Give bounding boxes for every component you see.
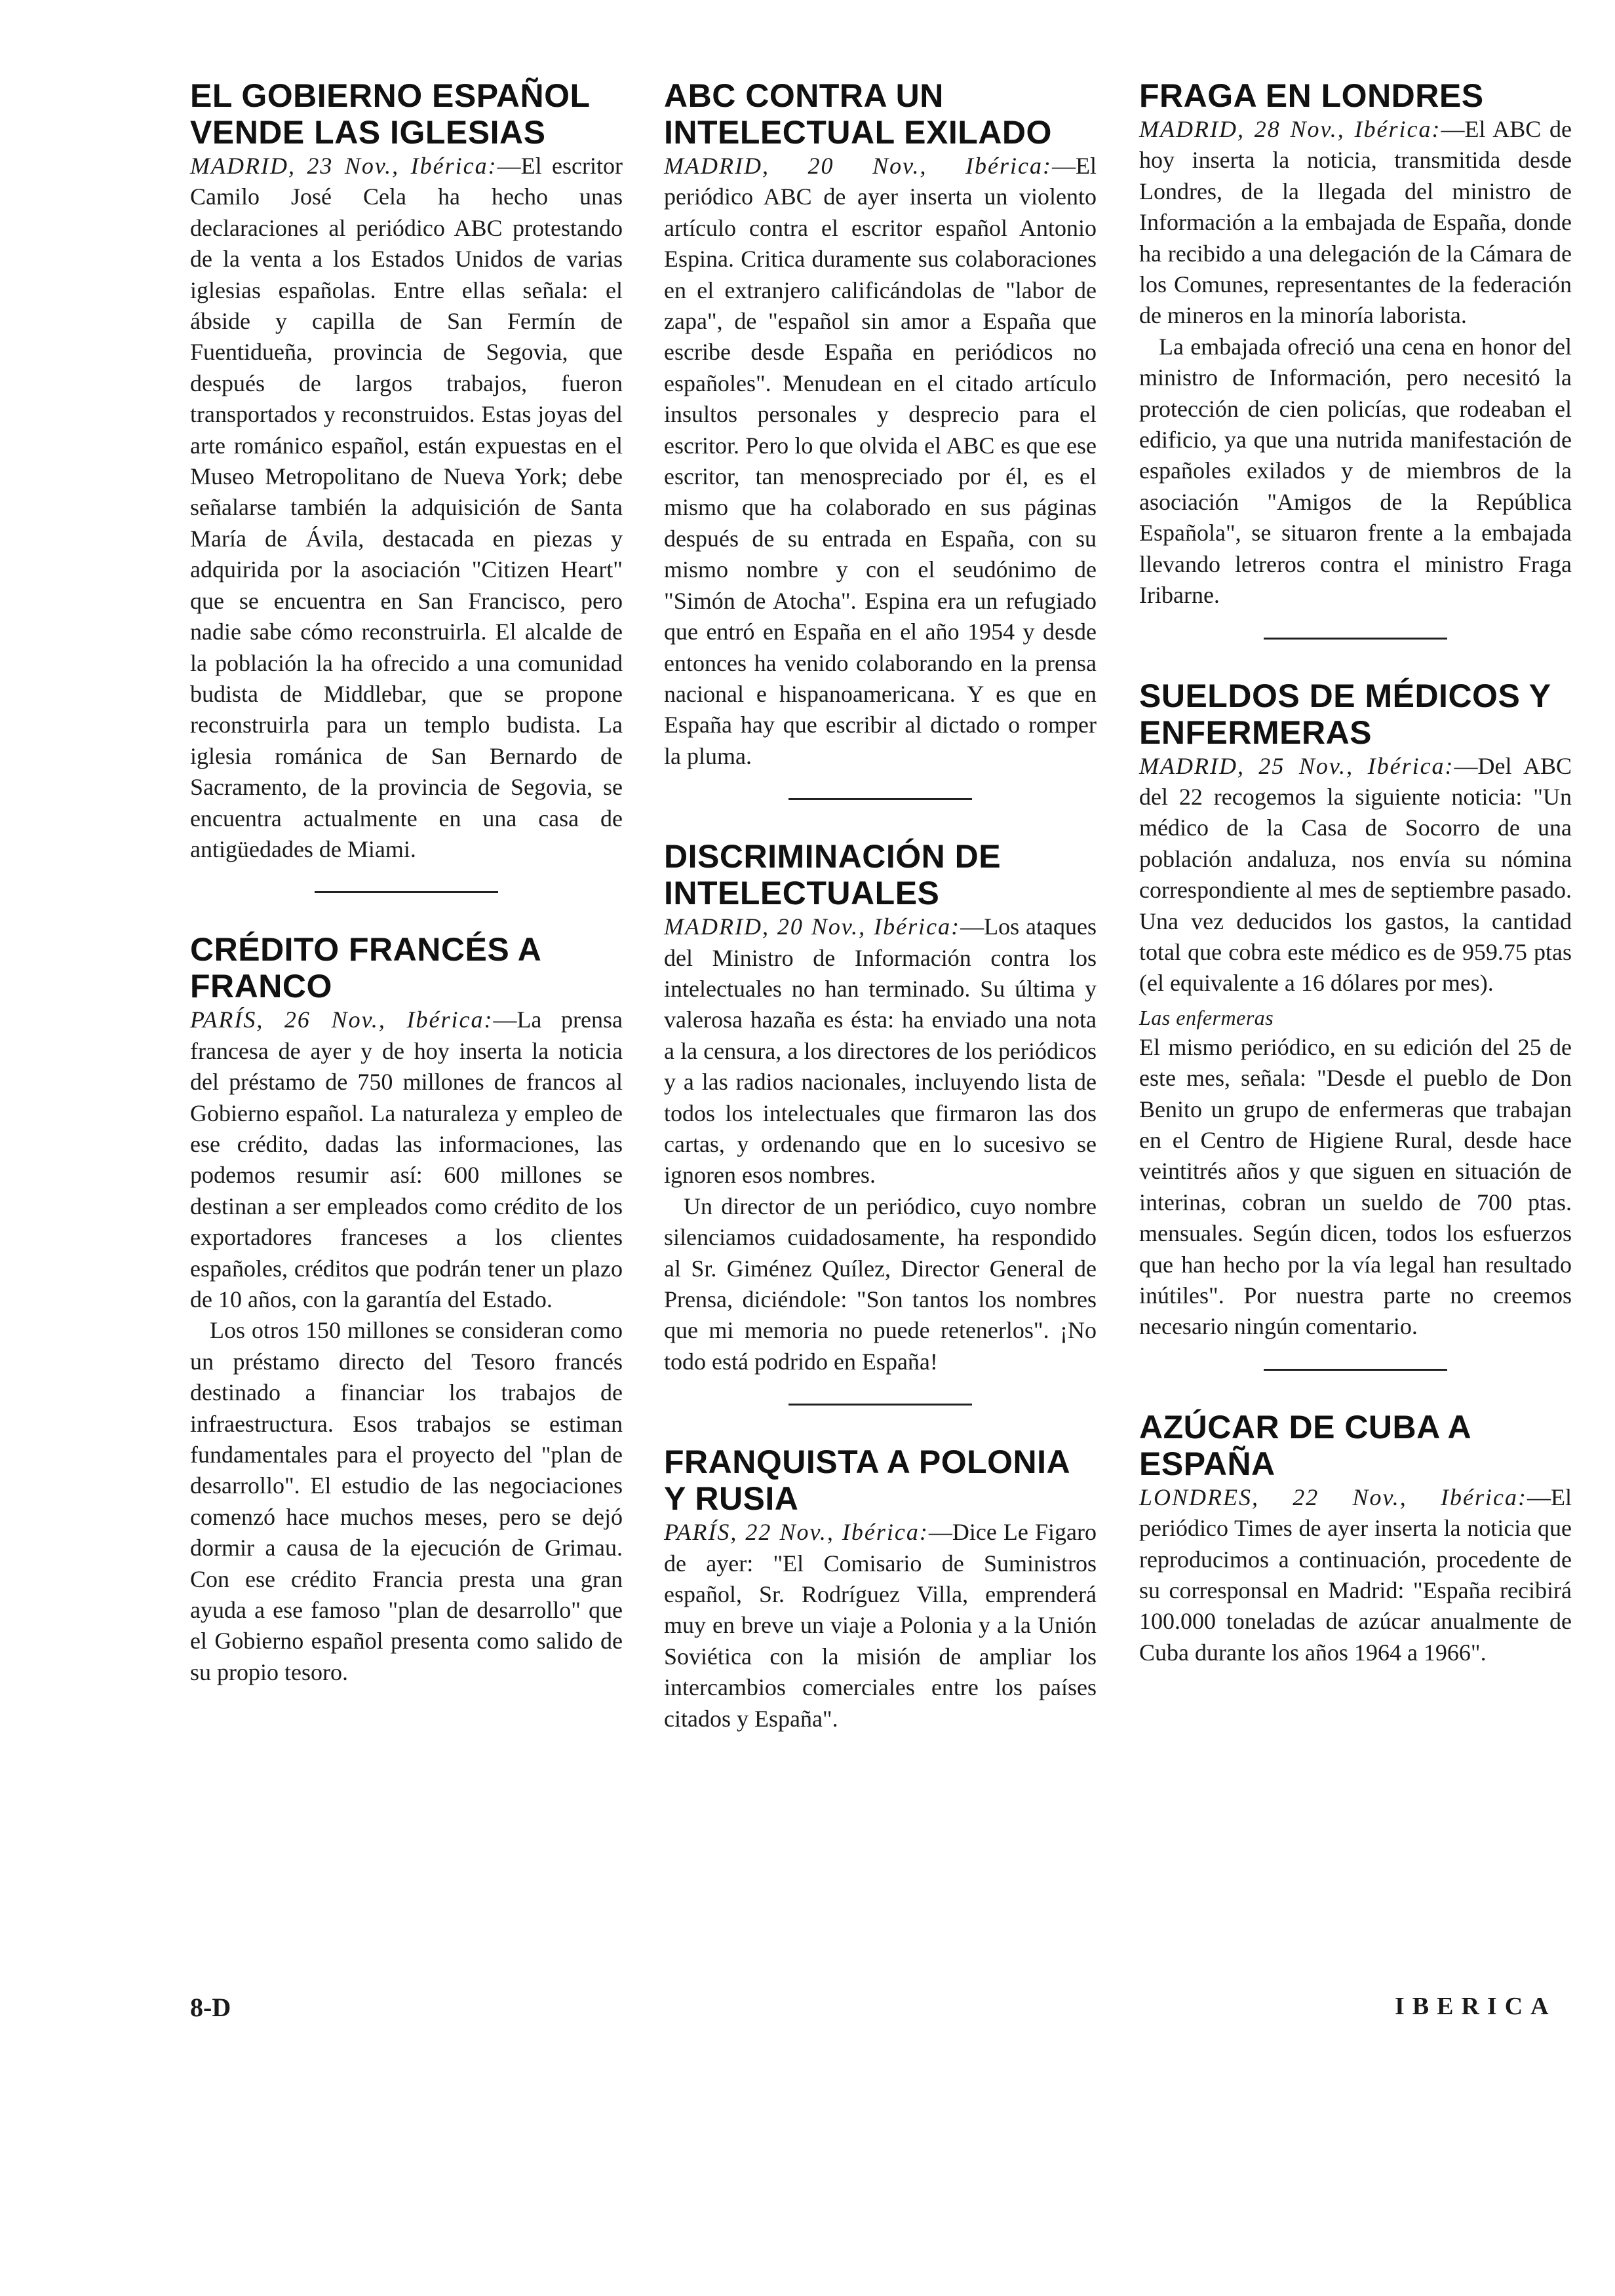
dateline: MADRID, 20 Nov., Ibérica: (664, 153, 1052, 179)
separator-rule (788, 798, 972, 800)
dateline: MADRID, 25 Nov., Ibérica: (1139, 752, 1454, 779)
article-fraga-londres (1139, 77, 1572, 611)
column-1 (190, 77, 623, 1688)
paragraph: Los otros 150 millones se consideran como un préstamo directo del Tesoro francés destinado a financiar los trabajos de infraestructura. Esos trabajos se estiman fundamentales para el proyecto del "plan de desarrollo". El estudio de las negociaciones comenzó hace muchos meses, pero se dejó dormir a causa de la ejecución de Grimau. Con ese crédito Francia presta una gran ayuda a ese famoso "plan de desarrollo" que el Gobierno español presenta como salido de su propio tesoro. (190, 1317, 623, 1685)
headline: DISCRIMINACIÓN DE INTELECTUALES (664, 838, 1002, 912)
dateline: PARÍS, 26 Nov., Ibérica: (190, 1006, 494, 1033)
paragraph: —El periódico ABC de ayer inserta un violento artículo contra el escritor español Antonio Espina. Critica duramente sus colaboraciones en el extranjero calificándolas de "labor de zapa", de "español sin amor a España que escribe desde España en periódicos no españoles". Menudean en el citado artículo insultos personales y desprecio para el escritor. Pero lo que olvida el ABC es que ese escritor, tan menospreciado por él, es el mismo que ha colaborado en sus páginas después de su entrada en España, con su mismo nombre y con el seudónimo de "Simón de Atocha". Espina era un refugiado que entró en España en el año 1954 y desde entonces ha venido colaborando en la prensa nacional e hispanoamericana. Y es que en España hay que escribir al dictado o romper la pluma. (664, 153, 1097, 769)
paragraph: —El periódico Times de ayer inserta la noticia que reproducimos a continuación, procedente de su corresponsal en Madrid: "España recibirá 100.000 toneladas de azúcar anualmente de Cuba durante los años 1964 a 1966". (1139, 1483, 1572, 1666)
article-body (190, 151, 623, 865)
dateline: MADRID, 20 Nov., Ibérica: (664, 913, 961, 940)
paragraph: —El ABC de hoy inserta la noticia, transmitida desde Londres, de la llegada del ministro de Información a la embajada de España, donde ha recibido a una delegación de la Cámara de los Comunes, representantes de la federación de mineros en la minoría laborista. (1139, 116, 1572, 329)
article-sueldos-medicos (1139, 678, 1572, 1343)
headline: EL GOBIERNO ESPAÑOL VENDE LAS IGLESIAS (190, 77, 590, 151)
paragraph: —Dice Le Figaro de ayer: "El Comisario de Suministros español, Sr. Rodríguez Villa, emprenderá muy en breve un viaje a Polonia y a la Unión Soviética con la misión de ampliar los intercambios comerciales entre los países citados y España". (664, 1519, 1097, 1732)
publication-name: IBERICA (1395, 1993, 1557, 2020)
paragraph: —Del ABC del 22 recogemos la siguiente noticia: "Un médico de la Casa de Socorro de una población andaluza, nos envía su nómina correspondiente al mes de septiembre pasado. Una vez deducidos los gastos, la cantidad total que cobra este médico es de 959.75 ptas (el equivalente a 16 dólares por mes). (1139, 752, 1572, 997)
article-body (664, 151, 1097, 772)
column-3 (1139, 77, 1572, 1668)
paragraph: Un director de un periódico, cuyo nombre silenciamos cuidadosamente, ha respondido al Sr. Giménez Quílez, Director General de Prensa, diciéndole: "Son tantos los nombres que mi memoria no puede retenerlos". ¡No todo está podrido en España! (664, 1193, 1097, 1375)
headline: ABC CONTRA UN INTELECTUAL EXILADO (664, 77, 1052, 151)
article-body (1139, 114, 1572, 332)
paragraph: —La prensa francesa de ayer y de hoy inserta la noticia del préstamo de 750 millones de francos al Gobierno español. La naturaleza y empleo de ese crédito, dadas las informaciones, las podemos resumir así: 600 millones se destinan a ser empleados como crédito de los exportadores franceses a los clientes españoles, créditos que podrán tener un plazo de 10 años, con la garantía del Estado. (190, 1006, 623, 1312)
headline: SUELDOS DE MÉDICOS Y ENFERMERAS (1139, 677, 1551, 751)
column-2 (664, 77, 1097, 1734)
paragraph: —Los ataques del Ministro de Información contra los intelectuales no han terminado. Su última y valerosa hazaña es ésta: ha enviado una nota a la censura, a los directores de los periódicos y a las radios nacionales, incluyendo lista de todos los intelectuales que firmaron las dos cartas, y ordenando que en lo sucesivo se ignoren esos nombres. (664, 913, 1097, 1189)
separator-rule (315, 891, 498, 893)
separator-rule (1264, 638, 1447, 640)
article-abc-contra-intelectual (664, 77, 1097, 772)
dateline: PARÍS, 22 Nov., Ibérica: (664, 1519, 929, 1546)
article-discriminacion-intelectuales (664, 838, 1097, 1377)
headline: CRÉDITO FRANCÉS A FRANCO (190, 931, 541, 1005)
paragraph: La embajada ofreció una cena en honor del ministro de Información, pero necesitó la protección de cien policías, que rodeaban el edificio, ya que una nutrida manifestación de españoles exilados y de miembros de la asociación "Amigos de la República Española", se situaron frente a la embajada llevando letreros contra el ministro Fraga Iribarne. (1139, 333, 1572, 609)
article-body (1139, 1482, 1572, 1668)
article-body (1139, 751, 1572, 999)
paragraph: El mismo periódico, en su edición del 25 de este mes, señala: "Desde el pueblo de Don Benito un grupo de enfermeras que trabajan en el Centro de Higiene Rural, desde hace veintitrés años y que siguen en situación de interinas, cobran un sueldo de 700 ptas. mensuales. Según dicen, todos los esfuerzos que han hecho por la vía legal han resultado inútiles". Por nuestra parte no creemos necesario ningún comentario. (1139, 1033, 1572, 1340)
article-franquista-polonia (664, 1444, 1097, 1734)
headline: AZÚCAR DE CUBA A ESPAÑA (1139, 1408, 1471, 1482)
dateline: MADRID, 28 Nov., Ibérica: (1139, 116, 1441, 142)
article-azucar-cuba (1139, 1409, 1572, 1668)
paragraph: —El escritor Camilo José Cela ha hecho unas declaraciones al periódico ABC protestando de la venta a los Estados Unidos de varias iglesias españolas. Entre ellas señala: el ábside y capilla de San Fermín de Fuentidueña, provincia de Segovia, que después de largos trabajos, fueron transportados y reconstruidos. Estas joyas del arte románico español, están expuestas en el Museo Metropolitano de Nueva York; debe señalarse también la adquisición de Santa María de Ávila, destacada en piezas y adquirida por la asociación "Citizen Heart" que se encuentra en San Francisco, pero nadie sabe cómo reconstruirla. El alcalde de la población la ha ofrecido a una comunidad budista de Middlebar, que se propone reconstruirla para un templo budista. La iglesia románica de San Bernardo de Sacramento, de la provincia de Segovia, se encuentra actualmente en una casa de antigüedades de Miami. (190, 153, 623, 862)
subheading: Las enfermeras (1139, 1005, 1274, 1029)
headline: FRAGA EN LONDRES (1139, 77, 1484, 114)
headline: FRANQUISTA A POLONIA Y RUSIA (664, 1444, 1070, 1518)
article-gobierno-vende-iglesias (190, 77, 623, 865)
article-body (664, 911, 1097, 1191)
separator-rule (1264, 1369, 1447, 1371)
article-body (190, 1004, 623, 1315)
separator-rule (788, 1404, 972, 1406)
dateline: MADRID, 23 Nov., Ibérica: (190, 153, 497, 179)
article-credito-frances (190, 931, 623, 1688)
article-body (664, 1517, 1097, 1734)
page-number: 8-D (190, 1993, 231, 2022)
dateline: LONDRES, 22 Nov., Ibérica: (1139, 1483, 1527, 1510)
